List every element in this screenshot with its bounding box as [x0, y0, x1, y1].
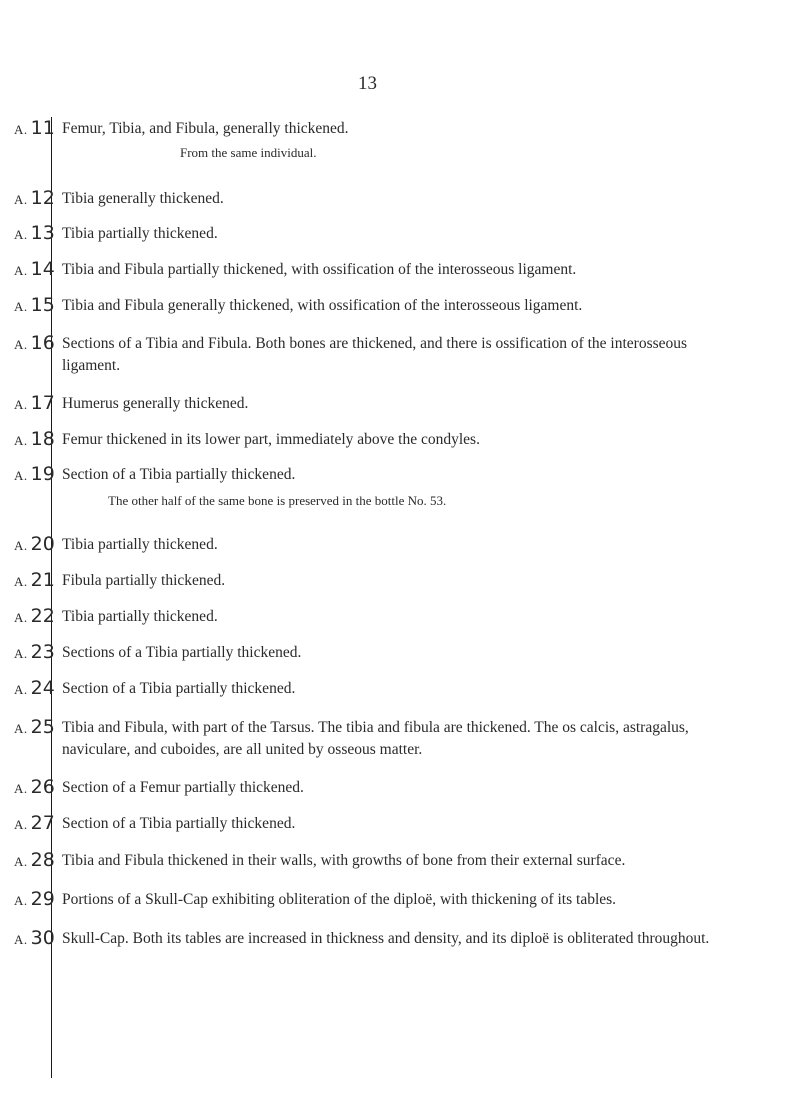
entry-number	[14, 428, 55, 450]
entry-number	[14, 392, 55, 414]
entry-number	[14, 569, 55, 591]
entry-num: 29	[30, 888, 55, 910]
entry-prefix: A.	[14, 192, 28, 207]
entry-description: Section of a Tibia partially thickened.	[62, 815, 296, 832]
entry-num: 22	[30, 605, 55, 627]
entry-number	[14, 849, 55, 871]
entry-num: 23	[30, 641, 55, 663]
entry-description: Sections of a Tibia and Fibula. Both bones are thickened, and there is ossification of the interosseous ligament.	[62, 335, 688, 374]
entry-number	[14, 463, 55, 485]
entry-prefix: A.	[14, 682, 28, 697]
entry-prefix: A.	[14, 433, 28, 448]
entry-description: Skull-Cap. Both its tables are increased in thickness and density, and its diploë is obliterated throughout.	[62, 930, 710, 947]
entry-num: 17	[30, 392, 55, 414]
entry-description: Tibia and Fibula thickened in their walls, with growths of bone from their external surface.	[62, 852, 626, 869]
entry-num: 12	[30, 187, 55, 209]
page-number: 13	[358, 73, 377, 94]
entry-description: Tibia partially thickened.	[62, 225, 218, 242]
entry-description: Portions of a Skull-Cap exhibiting obliteration of the diploë, with thickening of its tables.	[62, 891, 617, 908]
entry-note: The other half of the same bone is preserved in the bottle No. 53.	[108, 493, 447, 508]
entry-prefix: A.	[14, 538, 28, 553]
entry-prefix: A.	[14, 610, 28, 625]
entry-prefix: A.	[14, 817, 28, 832]
entry-prefix: A.	[14, 574, 28, 589]
entry-number	[14, 605, 55, 627]
entry-description: Tibia and Fibula generally thickened, with ossification of the interosseous ligament.	[62, 297, 583, 314]
entry-prefix: A.	[14, 263, 28, 278]
entry-num: 16	[30, 332, 55, 354]
entry-description: Tibia generally thickened.	[62, 190, 224, 207]
entry-num: 15	[30, 294, 55, 316]
entry-num: 30	[30, 927, 55, 949]
entry-number	[14, 294, 55, 316]
entry-num: 14	[30, 258, 55, 280]
entry-num: 21	[30, 569, 55, 591]
entry-description: Femur, Tibia, and Fibula, generally thickened.	[62, 120, 349, 137]
entry-num: 25	[30, 716, 55, 738]
entry-prefix: A.	[14, 932, 28, 947]
entry-description: Section of a Tibia partially thickened.	[62, 466, 296, 483]
entry-description: Section of a Tibia partially thickened.	[62, 680, 296, 697]
entry-number	[14, 927, 55, 949]
entry-num: 18	[30, 428, 55, 450]
entry-prefix: A.	[14, 854, 28, 869]
entry-prefix: A.	[14, 397, 28, 412]
entry-num: 11	[30, 117, 55, 139]
entry-num: 13	[30, 222, 55, 244]
entry-description: Tibia partially thickened.	[62, 536, 218, 553]
entry-num: 28	[30, 849, 55, 871]
entry-number	[14, 641, 55, 663]
entry-number	[14, 888, 55, 910]
entry-note: From the same individual.	[180, 145, 317, 160]
entry-num: 26	[30, 776, 55, 798]
entry-number	[14, 332, 55, 354]
entry-description: Sections of a Tibia partially thickened.	[62, 644, 302, 661]
entry-description: Femur thickened in its lower part, immediately above the condyles.	[62, 431, 480, 448]
entry-prefix: A.	[14, 721, 28, 736]
entry-number	[14, 258, 55, 280]
entry-number	[14, 716, 55, 738]
entry-number	[14, 222, 55, 244]
entry-number	[14, 117, 55, 139]
entry-num: 24	[30, 677, 55, 699]
entry-description: Tibia partially thickened.	[62, 608, 218, 625]
entry-number	[14, 187, 55, 209]
entry-prefix: A.	[14, 646, 28, 661]
entry-number	[14, 812, 55, 834]
entry-prefix: A.	[14, 468, 28, 483]
entry-prefix: A.	[14, 337, 28, 352]
entry-prefix: A.	[14, 893, 28, 908]
entry-description: Tibia and Fibula partially thickened, with ossification of the interosseous ligament.	[62, 261, 577, 278]
entry-number	[14, 776, 55, 798]
entry-prefix: A.	[14, 227, 28, 242]
entry-description: Humerus generally thickened.	[62, 395, 249, 412]
entry-prefix: A.	[14, 122, 28, 137]
entry-number	[14, 533, 55, 555]
entry-num: 19	[30, 463, 55, 485]
entry-number	[14, 677, 55, 699]
entry-prefix: A.	[14, 299, 28, 314]
entry-description: Section of a Femur partially thickened.	[62, 779, 304, 796]
entry-num: 20	[30, 533, 55, 555]
entry-num: 27	[30, 812, 55, 834]
entry-description: Fibula partially thickened.	[62, 572, 226, 589]
entry-prefix: A.	[14, 781, 28, 796]
entry-description: Tibia and Fibula, with part of the Tarsus. The tibia and fibula are thickened. The os calcis, astragalus, naviculare, and cuboides, are all united by osseous matter.	[62, 719, 689, 758]
